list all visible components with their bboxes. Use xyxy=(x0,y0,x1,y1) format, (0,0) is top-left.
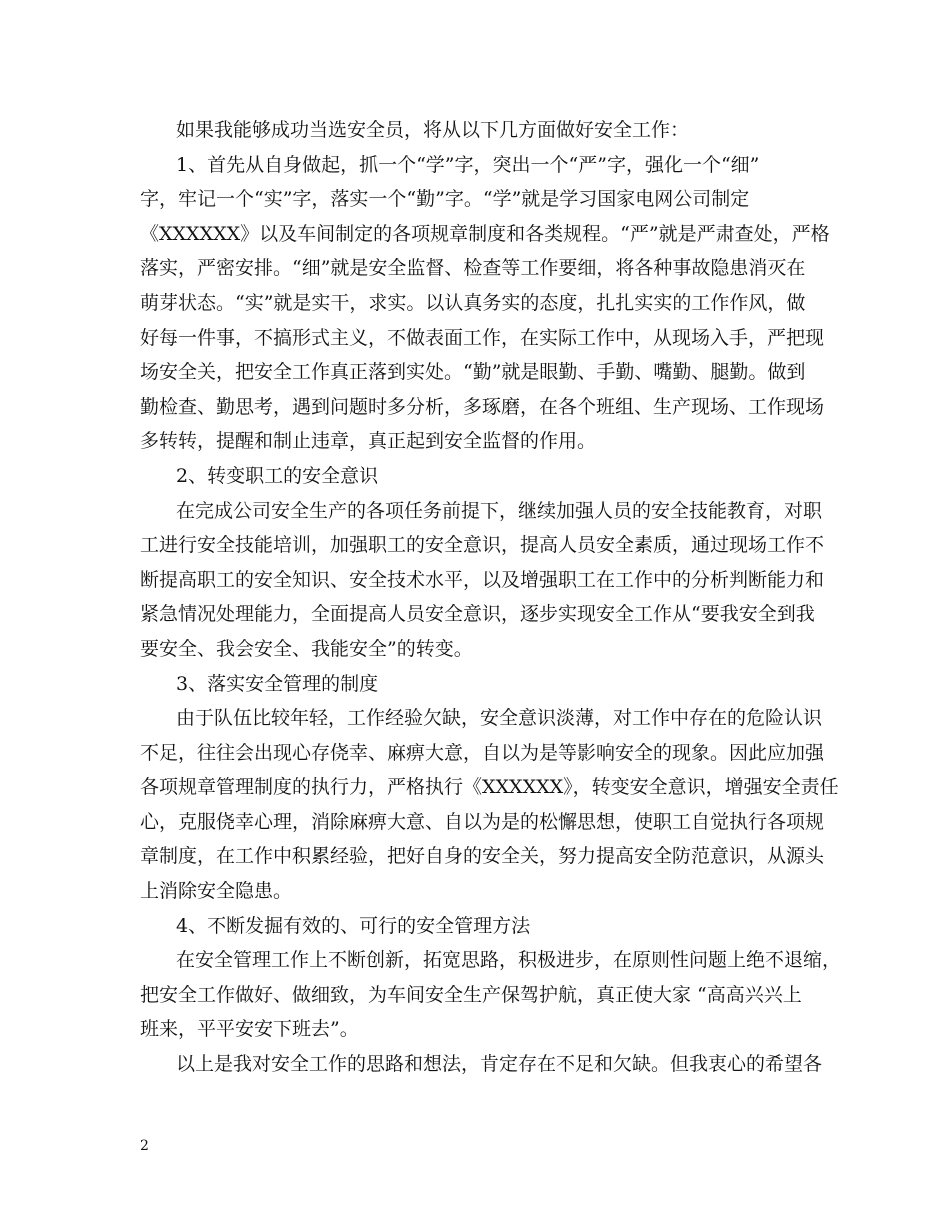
paragraph-3-line: 心，克服侥幸心理，消除麻痹大意、自以为是的松懈思想，使职工自觉执行各项规 xyxy=(140,810,825,833)
paragraph-2-line: 断提高职工的安全知识、安全技术水平，以及增强职工在工作中的分析判断能力和 xyxy=(140,568,825,591)
closing-paragraph-line: 以上是我对安全工作的思路和想法，肯定存在不足和欠缺。但我衷心的希望各 xyxy=(176,1053,823,1076)
paragraph-1-line: 场安全关，把安全工作真正落到实处。“勤”就是眼勤、手勤、嘴勤、腿勤。做到 xyxy=(140,361,806,384)
paragraph-1-line: 多转转，提醒和制止违章，真正起到安全监督的作用。 xyxy=(140,430,597,453)
paragraph-2-line: 紧急情况处理能力，全面提高人员安全意识，逐步实现安全工作从“要我安全到我 xyxy=(140,603,815,626)
document-body xyxy=(140,113,842,1082)
paragraph-1-line: 好每一件事，不搞形式主义，不做表面工作，在实际工作中，从现场入手，严把现 xyxy=(140,326,825,349)
paragraph-3-line: 上消除安全隐患。 xyxy=(140,880,293,903)
paragraph-1-line: 勤检查、勤思考，遇到问题时多分析，多琢磨，在各个班组、生产现场、工作现场 xyxy=(140,395,825,418)
paragraph-4-line: 在安全管理工作上不断创新，拓宽思路，积极进步，在原则性问题上绝不退缩， xyxy=(176,949,842,972)
paragraph-1-heading-line: 1、首先从自身做起，抓一个“学”字，突出一个“严”字，强化一个“细” xyxy=(176,153,760,176)
section-2-heading: 2、转变职工的安全意识 xyxy=(176,464,379,487)
paragraph-4-line: 把安全工作做好、做细致，为车间安全生产保驾护航，真正使大家 “高高兴兴上 xyxy=(140,983,802,1006)
paragraph-3-line: 不足，往往会出现心存侥幸、麻痹大意，自以为是等影响安全的现象。因此应加强 xyxy=(140,741,825,764)
paragraph-1-line: 《XXXXXX》以及车间制定的各项规章制度和各类规程。“严”就是严肃查处，严格 xyxy=(140,222,830,245)
paragraph-3-line: 章制度，在工作中积累经验，把好自身的安全关，努力提高安全防范意识，从源头 xyxy=(140,845,825,868)
paragraph-1-line: 萌芽状态。“实”就是实干，求实。以认真务实的态度，扎扎实实的工作作风，做 xyxy=(140,291,806,314)
paragraph-2-line: 在完成公司安全生产的各项任务前提下，继续加强人员的安全技能教育，对职 xyxy=(176,499,823,522)
paragraph-2-line: 工进行安全技能培训，加强职工的安全意识，提高人员安全素质，通过现场工作不 xyxy=(140,534,825,557)
paragraph-intro-line: 如果我能够成功当选安全员，将从以下几方面做好安全工作： xyxy=(176,119,690,141)
paragraph-4-line: 班来，平平安安下班去”。 xyxy=(140,1018,359,1041)
paragraph-3-line: 各项规章管理制度的执行力，严格执行《XXXXXX》，转变安全意识，增强安全责任 xyxy=(140,776,839,799)
page-number: 2 xyxy=(140,1138,149,1154)
paragraph-3-line: 由于队伍比较年轻，工作经验欠缺，安全意识淡薄，对工作中存在的危险认识 xyxy=(176,707,823,730)
paragraph-1-line: 字，牢记一个“实”字，落实一个“勤”字。“学”就是学习国家电网公司制定 xyxy=(140,188,750,211)
paragraph-2-line: 要安全、我会安全、我能安全”的转变。 xyxy=(140,637,473,660)
paragraph-1-line: 落实，严密安排。“细”就是安全监督、检查等工作要细，将各种事故隐患消灭在 xyxy=(140,257,806,280)
section-4-heading: 4、不断发掘有效的、可行的安全管理方法 xyxy=(176,914,531,937)
section-3-heading: 3、落实安全管理的制度 xyxy=(176,672,379,695)
